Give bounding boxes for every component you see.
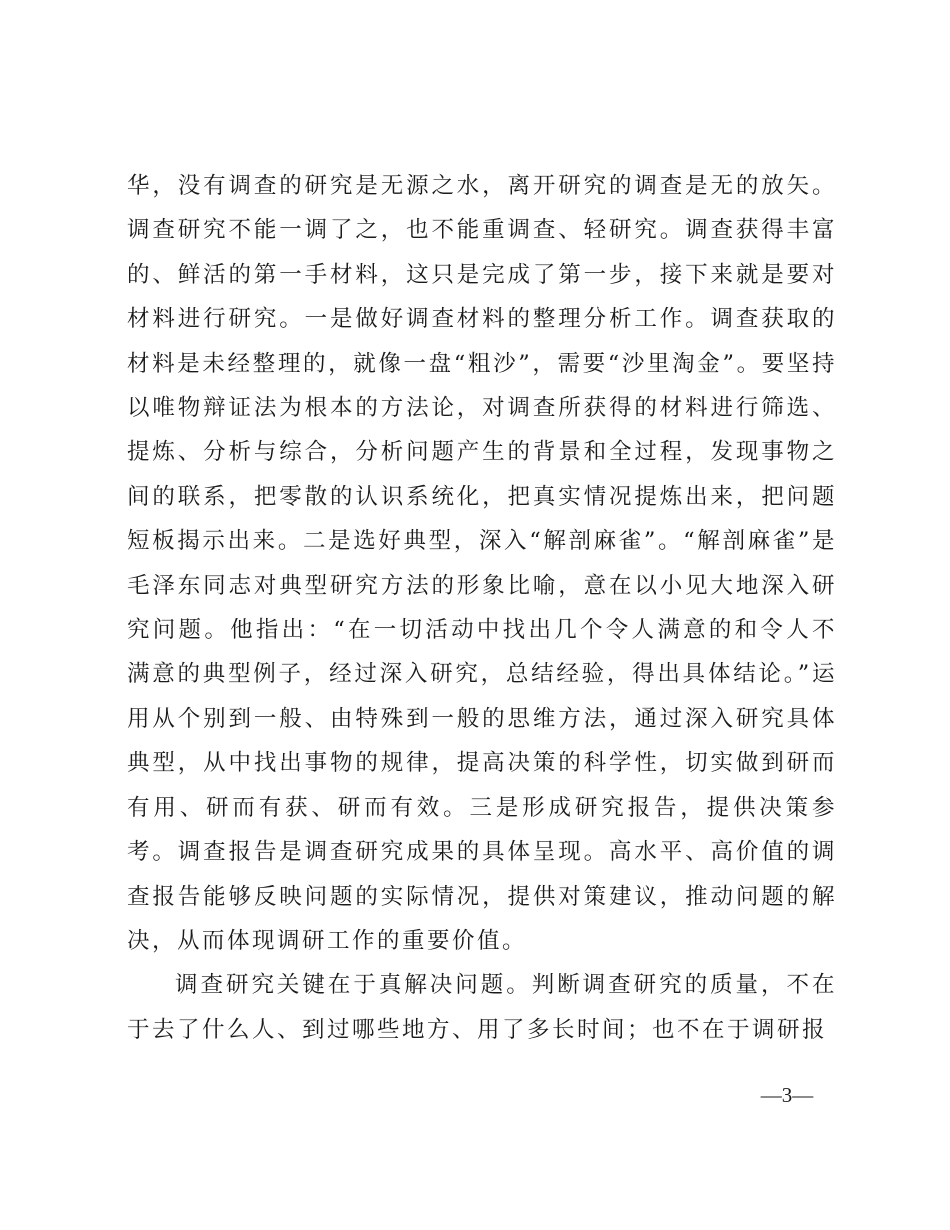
paragraph-research-key: 调查研究关键在于真解决问题。判断调查研究的质量，不在于去了什么人、到过哪些地方、用了多长时间；也不在于调研报 <box>127 972 837 1043</box>
page-number: —3— <box>760 1083 814 1107</box>
paragraph-continued: 华，没有调查的研究是无源之水，离开研究的调查是无的放矢。调查研究不能一调了之，也不能重调查、轻研究。调查获得丰富的、鲜活的第一手材料，这只是完成了第一步，接下来就是要对材料进行研究。一是做好调查材料的整理分析工作。调查获取的材料是未经整理的，就像一盘“粗沙”，需要“沙里淘金”。要坚持以唯物辩证法为根本的方法论，对调查所获得的材料进行筛选、提炼、分析与综合，分析问题产生的背景和全过程，发现事物之间的联系，把零散的认识系统化，把真实情况提炼出来，把问题短板揭示出来。二是选好典型，深入“解剖麻雀”。“解剖麻雀”是毛泽东同志对典型研究方法的形象比喻，意在以小见大地深入研究问题。他指出：“在一切活动中找出几个令人满意的和令人不满意的典型例子，经过深入研究，总结经验，得出具体结论。”运用从个别到一般、由特殊到一般的思维方法，通过深入研究具体典型，从中找出事物的规律，提高决策的科学性，切实做到研而有用、研而有获、研而有效。三是形成研究报告，提供决策参考。调查报告是调查研究成果的具体呈现。高水平、高价值的调查报告能够反映问题的实际情况，提供对策建议，推动问题的解决，从而体现调研工作的重要价值。 <box>127 173 837 954</box>
body-text <box>127 164 837 1052</box>
